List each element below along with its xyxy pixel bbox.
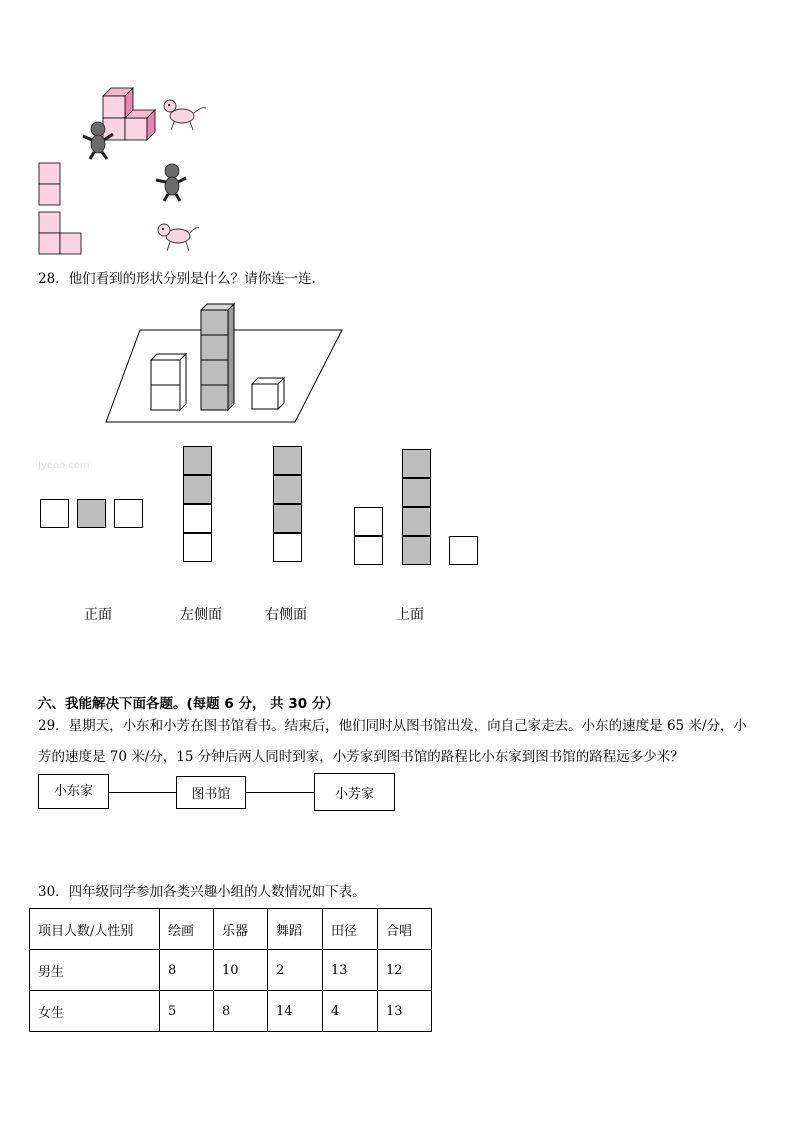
- table-header-cell: 合唱: [378, 909, 432, 950]
- view-square: [40, 499, 69, 528]
- table-header-cell: 田径: [323, 909, 378, 950]
- two-cube-column-view: [38, 162, 62, 206]
- library-box: 图书馆: [176, 776, 246, 809]
- view-square-shaded: [183, 446, 212, 475]
- question-29-line-1: 29．星期天，小东和小芳在图书馆看书。结束后，他们同时从图书馆出发，向自己家走去。小东的速度是 65 米/分，小: [38, 718, 747, 734]
- table-header-cell: 舞蹈: [268, 909, 323, 950]
- xiaofang-home-box: 小芳家: [314, 773, 395, 811]
- view-square-shaded: [183, 475, 212, 504]
- view-square-shaded: [402, 478, 431, 507]
- table-cell: 8: [214, 991, 268, 1032]
- table-cell: 男生: [30, 950, 160, 991]
- route-line-left: [109, 792, 176, 793]
- l-shape-view: [38, 211, 84, 257]
- table-cell: 2: [268, 950, 323, 991]
- view-square: [354, 536, 383, 565]
- view-square-shaded: [402, 449, 431, 478]
- monkey-icon: [152, 162, 190, 202]
- table-cell: 8: [160, 950, 214, 991]
- monkey-icon: [80, 120, 118, 160]
- view-square: [449, 536, 478, 565]
- table-cell: 13: [323, 950, 378, 991]
- table-cell: 14: [268, 991, 323, 1032]
- question-30-text: 30．四年级同学参加各类兴趣小组的人数情况如下表。: [38, 884, 366, 900]
- view-square: [354, 507, 383, 536]
- table-header-cell: 乐器: [214, 909, 268, 950]
- table-row: [30, 950, 432, 991]
- view-square: [183, 504, 212, 533]
- dog-icon: [152, 218, 200, 254]
- view-label-left: 左侧面: [180, 607, 222, 623]
- table-cell: 女生: [30, 991, 160, 1032]
- question-29-line-2: 芳的速度是 70 米/分，15 分钟后两人同时到家，小芳家到图书馆的路程比小东家到图书馆的路程远多少米？: [38, 749, 684, 765]
- table-header-cell: 项目人数/人性别: [30, 909, 160, 950]
- table-cell: 5: [160, 991, 214, 1032]
- route-line-right: [246, 792, 314, 793]
- view-square-shaded: [77, 499, 106, 528]
- table-cell: 4: [323, 991, 378, 1032]
- 3d-cube-arrangement: [100, 298, 350, 428]
- interest-group-table: [29, 908, 432, 1032]
- table-row: [30, 991, 432, 1032]
- view-square-shaded: [273, 446, 302, 475]
- table-header-row: [30, 909, 432, 950]
- dog-icon: [160, 96, 208, 132]
- table-cell: 13: [378, 991, 432, 1032]
- table-cell: 12: [378, 950, 432, 991]
- table-cell: 10: [214, 950, 268, 991]
- table-header-cell: 绘画: [160, 909, 214, 950]
- question-28-text: 28．他们看到的形状分别是什么？请你连一连．: [38, 271, 326, 287]
- watermark-text: Jyeoo.com: [38, 460, 90, 471]
- view-square: [114, 499, 143, 528]
- view-label-right: 右侧面: [265, 607, 307, 623]
- view-square-shaded: [273, 475, 302, 504]
- view-square: [183, 533, 212, 562]
- view-square: [273, 533, 302, 562]
- view-square-shaded: [402, 536, 431, 565]
- xiaodong-home-box: 小东家: [38, 774, 109, 809]
- view-label-front: 正面: [84, 607, 112, 623]
- view-square-shaded: [273, 504, 302, 533]
- section-6-title: 六、我能解决下面各题。(每题 6 分， 共 30 分）: [38, 696, 339, 712]
- view-square-shaded: [402, 507, 431, 536]
- view-label-top: 上面: [396, 607, 424, 623]
